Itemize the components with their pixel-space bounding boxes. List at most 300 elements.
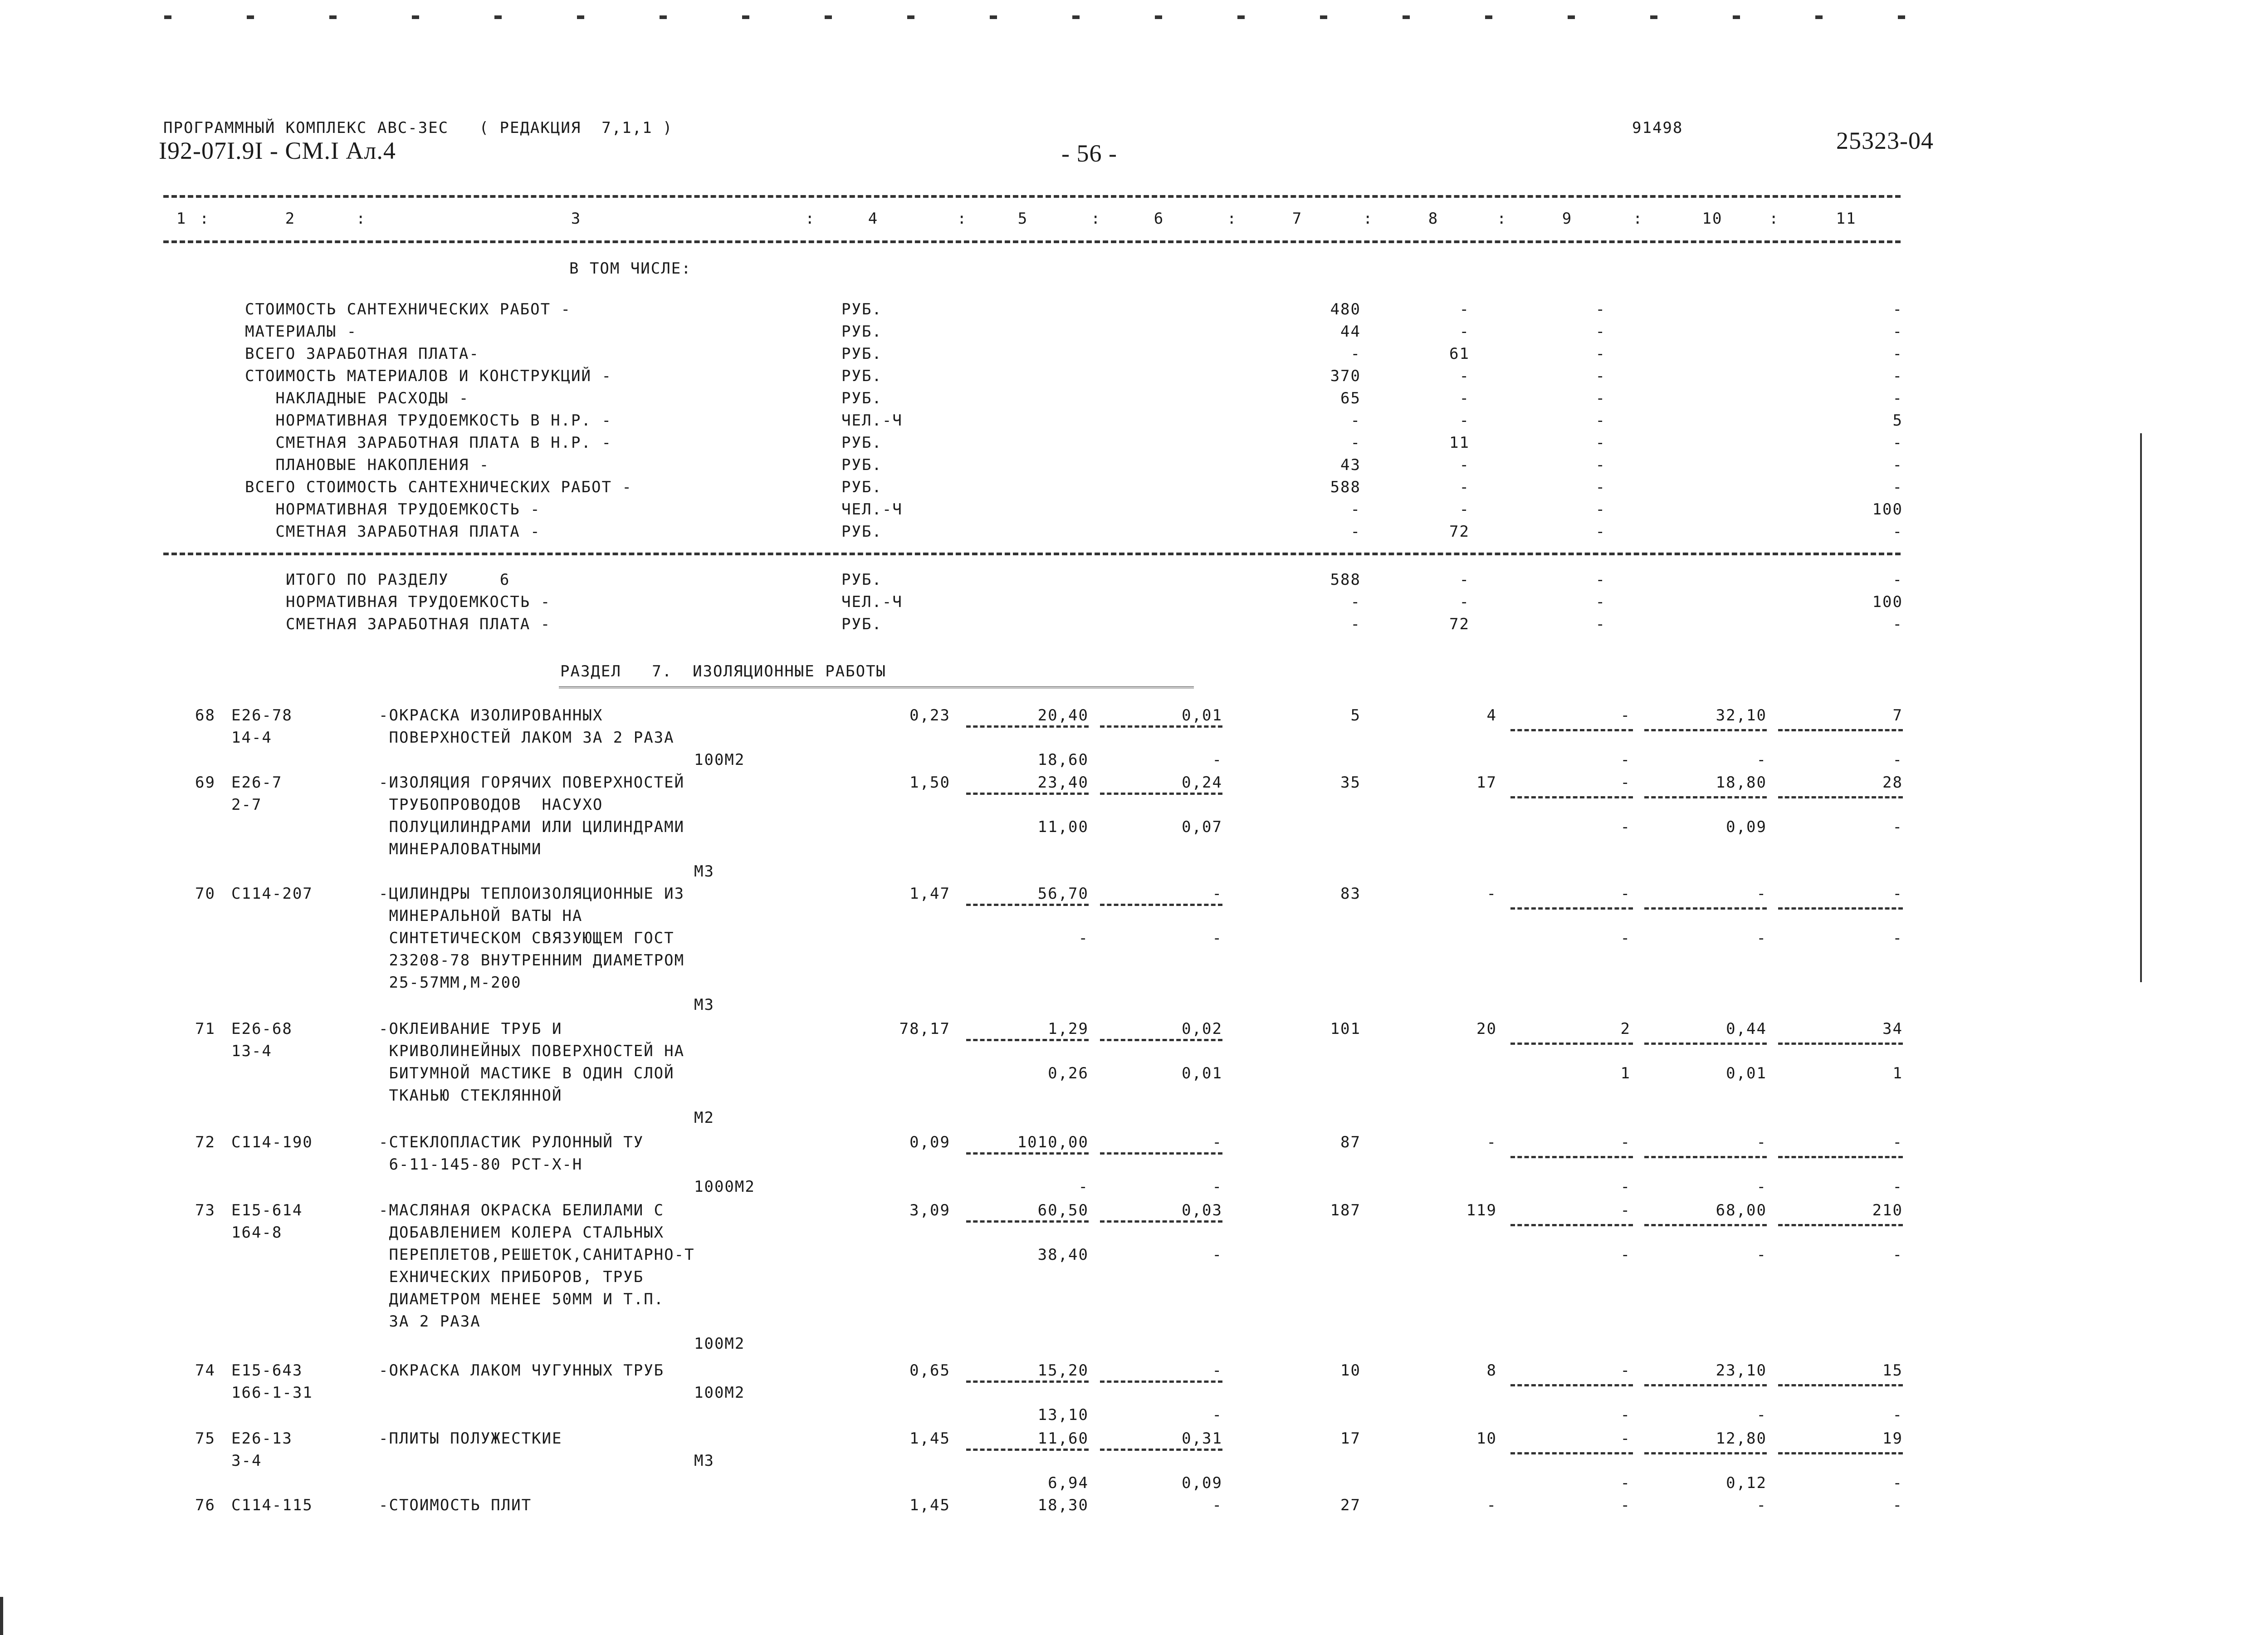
item-subrule <box>1778 1156 1903 1158</box>
item-code-sub: 3-4 <box>231 1452 262 1470</box>
item-unit-price-2: 18,60 <box>1037 751 1089 769</box>
item-code: Е26-78 <box>231 706 293 724</box>
item-description: МИНЕРАЛОВАТНЫМИ <box>379 840 542 858</box>
summary-col11: - <box>1892 300 1903 318</box>
margin-mark <box>1815 15 1823 19</box>
item-unit: 100М2 <box>694 1335 745 1353</box>
item-description: -ОКЛЕИВАНИЕ ТРУБ И <box>379 1020 562 1038</box>
item-subrule <box>1778 907 1903 910</box>
item-col11-2: - <box>1892 751 1903 769</box>
summary-col7: - <box>1350 500 1361 519</box>
header-rule-bottom <box>163 240 1901 243</box>
item-col6-2: - <box>1212 751 1222 769</box>
item-code-sub: 2-7 <box>231 796 262 814</box>
total-unit: РУБ. <box>841 571 882 589</box>
item-col6-2: - <box>1212 1246 1222 1264</box>
margin-mark <box>577 15 584 19</box>
summary-col11: - <box>1892 478 1903 496</box>
item-subrule <box>966 1220 1089 1223</box>
summary-col9: - <box>1595 367 1606 385</box>
summary-col8: 72 <box>1449 523 1470 541</box>
item-col9: - <box>1620 1201 1631 1219</box>
item-col6-2: - <box>1212 1406 1222 1424</box>
summary-label: СТОИМОСТЬ МАТЕРИАЛОВ И КОНСТРУКЦИЙ - <box>245 367 612 385</box>
column-separator: : <box>805 210 816 228</box>
column-header-6: 6 <box>1154 210 1164 228</box>
item-col10: 32,10 <box>1716 706 1767 724</box>
summary-label: НОРМАТИВНАЯ ТРУДОЕМКОСТЬ - <box>245 500 541 519</box>
summary-unit: РУБ. <box>841 478 882 496</box>
item-col6: - <box>1212 1496 1222 1514</box>
item-quantity: 3,09 <box>909 1201 950 1219</box>
summary-col7: 370 <box>1330 367 1361 385</box>
item-col8: - <box>1486 885 1497 903</box>
item-col10-2: 0,09 <box>1726 818 1767 836</box>
item-description: 25-57ММ,М-200 <box>379 974 522 992</box>
item-col9-2: - <box>1620 1406 1631 1424</box>
item-col11: - <box>1892 885 1903 903</box>
item-col10-2: - <box>1756 1246 1767 1264</box>
item-col9: - <box>1620 706 1631 724</box>
total-col8: - <box>1459 571 1470 589</box>
item-unit-price: 11,60 <box>1037 1429 1089 1448</box>
item-col8: 8 <box>1486 1361 1497 1380</box>
summary-label: СТОИМОСТЬ САНТЕХНИЧЕСКИХ РАБОТ - <box>245 300 572 318</box>
item-subrule <box>1644 1452 1767 1454</box>
item-col6: - <box>1212 1133 1222 1151</box>
summary-col8: - <box>1459 478 1470 496</box>
total-col8: - <box>1459 593 1470 611</box>
item-col8: - <box>1486 1133 1497 1151</box>
margin-mark <box>1898 15 1905 19</box>
summary-col7: - <box>1350 434 1361 452</box>
item-description: ДИАМЕТРОМ МЕНЕЕ 50ММ И Т.П. <box>379 1290 665 1308</box>
item-description: 23208-78 ВНУТРЕННИМ ДИАМЕТРОМ <box>379 951 685 969</box>
summary-col8: - <box>1459 367 1470 385</box>
total-unit: РУБ. <box>841 615 882 633</box>
item-unit-price-2: 13,10 <box>1037 1406 1089 1424</box>
summary-col9: - <box>1595 478 1606 496</box>
item-subrule <box>1100 904 1222 906</box>
item-col10: 18,80 <box>1716 773 1767 792</box>
item-number: 75 <box>195 1429 215 1448</box>
item-description: ЕХНИЧЕСКИХ ПРИБОРОВ, ТРУБ <box>379 1268 644 1286</box>
item-unit-price-2: 6,94 <box>1048 1474 1089 1492</box>
item-quantity: 1,50 <box>909 773 950 792</box>
summary-col11: - <box>1892 456 1903 474</box>
column-header-3: 3 <box>571 210 582 228</box>
item-code: С114-115 <box>231 1496 313 1514</box>
item-subrule <box>1644 907 1767 910</box>
item-description: -ЦИЛИНДРЫ ТЕПЛОИЗОЛЯЦИОННЫЕ ИЗ <box>379 885 685 903</box>
item-col9-2: - <box>1620 1178 1631 1196</box>
including-label: В ТОМ ЧИСЛЕ: <box>569 259 692 278</box>
summary-unit: РУБ. <box>841 434 882 452</box>
summary-col7: 65 <box>1340 389 1361 407</box>
margin-mark <box>329 15 337 19</box>
item-description: ТКАНЬЮ СТЕКЛЯННОЙ <box>379 1087 562 1105</box>
column-separator: : <box>1091 210 1101 228</box>
margin-mark <box>1568 15 1575 19</box>
total-col11: - <box>1892 571 1903 589</box>
item-total-cost: 10 <box>1340 1361 1361 1380</box>
item-quantity: 0,09 <box>909 1133 950 1151</box>
item-code: Е15-643 <box>231 1361 303 1380</box>
summary-col11: - <box>1892 367 1903 385</box>
scan-edge-mark <box>0 1597 3 1635</box>
item-subrule <box>966 1039 1089 1041</box>
total-col9: - <box>1595 615 1606 633</box>
item-unit-price: 18,30 <box>1037 1496 1089 1514</box>
item-subrule <box>1510 1384 1633 1386</box>
item-unit: 100М2 <box>694 751 745 769</box>
summary-label: НОРМАТИВНАЯ ТРУДОЕМКОСТЬ В Н.Р. - <box>245 411 612 430</box>
header-rule-top <box>163 195 1901 198</box>
item-col11: 210 <box>1872 1201 1903 1219</box>
item-subrule <box>1510 1156 1633 1158</box>
summary-col11: - <box>1892 389 1903 407</box>
summary-label: МАТЕРИАЛЫ - <box>245 323 357 341</box>
item-code: С114-207 <box>231 885 313 903</box>
summary-label: ВСЕГО СТОИМОСТЬ САНТЕХНИЧЕСКИХ РАБОТ - <box>245 478 632 496</box>
summary-col8: - <box>1459 323 1470 341</box>
summary-rule <box>163 553 1901 555</box>
item-subrule <box>966 793 1089 795</box>
item-unit-price: 56,70 <box>1037 885 1089 903</box>
item-total-cost: 27 <box>1340 1496 1361 1514</box>
item-code: С114-190 <box>231 1133 313 1151</box>
item-subrule <box>1510 1224 1633 1226</box>
item-unit: М2 <box>694 1109 714 1127</box>
item-col10: - <box>1756 1133 1767 1151</box>
item-description: -ОКРАСКА ЛАКОМ ЧУГУННЫХ ТРУБ <box>379 1361 665 1380</box>
column-separator: : <box>1769 210 1779 228</box>
item-col6-2: - <box>1212 929 1222 947</box>
summary-label: НАКЛАДНЫЕ РАСХОДЫ - <box>245 389 469 407</box>
summary-unit: РУБ. <box>841 523 882 541</box>
summary-label: СМЕТНАЯ ЗАРАБОТНАЯ ПЛАТА В Н.Р. - <box>245 434 612 452</box>
item-col10-2: - <box>1756 929 1767 947</box>
item-col6-2: 0,09 <box>1182 1474 1222 1492</box>
item-subrule <box>1644 1156 1767 1158</box>
item-col10-2: - <box>1756 1178 1767 1196</box>
item-subrule <box>1778 729 1903 731</box>
item-col11-2: - <box>1892 929 1903 947</box>
item-unit-price-2: - <box>1078 929 1089 947</box>
item-total-cost: 83 <box>1340 885 1361 903</box>
margin-mark <box>164 15 171 19</box>
item-subrule <box>1100 1220 1222 1223</box>
item-col9: 2 <box>1620 1020 1631 1038</box>
summary-unit: РУБ. <box>841 456 882 474</box>
item-col6: - <box>1212 885 1222 903</box>
item-code: Е26-7 <box>231 773 283 792</box>
item-subrule <box>1644 1043 1767 1045</box>
item-subrule <box>1644 796 1767 798</box>
item-subrule <box>1100 1039 1222 1041</box>
item-number: 69 <box>195 773 215 792</box>
item-col11-2: - <box>1892 1474 1903 1492</box>
margin-mark <box>412 15 419 19</box>
item-number: 73 <box>195 1201 215 1219</box>
summary-col8: - <box>1459 389 1470 407</box>
item-col8: 17 <box>1476 773 1497 792</box>
column-header-2: 2 <box>285 210 296 228</box>
item-description: СИНТЕТИЧЕСКОМ СВЯЗУЮЩЕМ ГОСТ <box>379 929 675 947</box>
total-label: ИТОГО ПО РАЗДЕЛУ 6 <box>286 571 510 589</box>
item-total-cost: 5 <box>1350 706 1361 724</box>
summary-col7: 43 <box>1340 456 1361 474</box>
program-code: 91498 <box>1632 119 1683 137</box>
item-unit: М3 <box>694 1452 714 1470</box>
margin-mark <box>1733 15 1740 19</box>
summary-col9: - <box>1595 523 1606 541</box>
item-subrule <box>966 1380 1089 1383</box>
item-description: -СТЕКЛОПЛАСТИК РУЛОННЫЙ ТУ <box>379 1133 644 1151</box>
item-number: 74 <box>195 1361 215 1380</box>
item-quantity: 78,17 <box>899 1020 950 1038</box>
item-subrule <box>1778 796 1903 798</box>
item-total-cost: 35 <box>1340 773 1361 792</box>
total-col11: - <box>1892 615 1903 633</box>
column-header-9: 9 <box>1562 210 1573 228</box>
column-separator: : <box>200 210 210 228</box>
column-separator: : <box>1497 210 1507 228</box>
item-unit-price: 60,50 <box>1037 1201 1089 1219</box>
item-unit-price-2: - <box>1078 1178 1089 1196</box>
summary-col11: - <box>1892 523 1903 541</box>
item-col10-2: - <box>1756 751 1767 769</box>
item-subrule <box>966 725 1089 728</box>
item-col11: 28 <box>1882 773 1903 792</box>
item-unit: 1000М2 <box>694 1178 755 1196</box>
margin-mark <box>990 15 997 19</box>
margin-mark <box>247 15 254 19</box>
item-description: КРИВОЛИНЕЙНЫХ ПОВЕРХНОСТЕЙ НА <box>379 1042 685 1060</box>
margin-mark <box>1237 15 1245 19</box>
item-col11: - <box>1892 1496 1903 1514</box>
item-code: Е26-68 <box>231 1020 293 1038</box>
margin-mark <box>660 15 667 19</box>
section-underline <box>559 686 1194 688</box>
item-col6: 0,24 <box>1182 773 1222 792</box>
item-col8: - <box>1486 1496 1497 1514</box>
item-subrule <box>1510 907 1633 910</box>
item-unit: 100М2 <box>694 1384 745 1402</box>
margin-mark <box>1155 15 1162 19</box>
item-subrule <box>1510 1043 1633 1045</box>
total-col7: - <box>1350 593 1361 611</box>
item-col10-2: 0,01 <box>1726 1064 1767 1082</box>
item-subrule <box>1644 1384 1767 1386</box>
item-code-sub: 166-1-31 <box>231 1384 313 1402</box>
item-col10: 23,10 <box>1716 1361 1767 1380</box>
summary-col11: - <box>1892 434 1903 452</box>
total-label: СМЕТНАЯ ЗАРАБОТНАЯ ПЛАТА - <box>286 615 551 633</box>
item-col6: 0,31 <box>1182 1429 1222 1448</box>
item-col9-2: - <box>1620 929 1631 947</box>
item-col9: - <box>1620 1429 1631 1448</box>
page-number: - 56 - <box>1061 140 1117 167</box>
item-col10-2: 0,12 <box>1726 1474 1767 1492</box>
item-description: ТРУБОПРОВОДОВ НАСУХО <box>379 796 603 814</box>
column-header-8: 8 <box>1428 210 1439 228</box>
item-subrule <box>1510 729 1633 731</box>
summary-col8: - <box>1459 300 1470 318</box>
item-number: 71 <box>195 1020 215 1038</box>
item-description: 6-11-145-80 РСТ-Х-Н <box>379 1155 583 1174</box>
total-col9: - <box>1595 593 1606 611</box>
summary-col9: - <box>1595 434 1606 452</box>
summary-col11: - <box>1892 323 1903 341</box>
item-col11-2: - <box>1892 1406 1903 1424</box>
item-subrule <box>1778 1043 1903 1045</box>
margin-mark <box>1320 15 1327 19</box>
item-col11-2: 1 <box>1892 1064 1903 1082</box>
scan-edge-line <box>2140 433 2142 982</box>
item-quantity: 1,45 <box>909 1429 950 1448</box>
summary-col11: 100 <box>1872 500 1903 519</box>
margin-mark <box>1650 15 1657 19</box>
summary-col8: - <box>1459 411 1470 430</box>
item-unit-price: 1,29 <box>1048 1020 1089 1038</box>
item-col9: - <box>1620 1361 1631 1380</box>
item-col9-2: 1 <box>1620 1064 1631 1082</box>
summary-col7: - <box>1350 523 1361 541</box>
item-code-sub: 14-4 <box>231 729 272 747</box>
item-code-sub: 13-4 <box>231 1042 272 1060</box>
total-col9: - <box>1595 571 1606 589</box>
total-col8: 72 <box>1449 615 1470 633</box>
item-subrule <box>1510 796 1633 798</box>
item-col8: 20 <box>1476 1020 1497 1038</box>
item-code: Е15-614 <box>231 1201 303 1219</box>
item-unit-price-2: 38,40 <box>1037 1246 1089 1264</box>
item-col9-2: - <box>1620 818 1631 836</box>
item-total-cost: 17 <box>1340 1429 1361 1448</box>
summary-col9: - <box>1595 345 1606 363</box>
summary-col9: - <box>1595 500 1606 519</box>
column-header-5: 5 <box>1017 210 1028 228</box>
item-total-cost: 187 <box>1330 1201 1361 1219</box>
document-number: I92-07I.9I - СМ.I Ал.4 <box>159 137 396 164</box>
summary-col8: - <box>1459 500 1470 519</box>
item-quantity: 1,47 <box>909 885 950 903</box>
item-subrule <box>1100 1380 1222 1383</box>
item-unit-price: 15,20 <box>1037 1361 1089 1380</box>
item-col11-2: - <box>1892 1178 1903 1196</box>
column-header-4: 4 <box>868 210 879 228</box>
item-description: -МАСЛЯНАЯ ОКРАСКА БЕЛИЛАМИ С <box>379 1201 665 1219</box>
item-description: ЗА 2 РАЗА <box>379 1312 481 1331</box>
item-description: ДОБАВЛЕНИЕМ КОЛЕРА СТАЛЬНЫХ <box>379 1224 665 1242</box>
column-separator: : <box>957 210 968 228</box>
item-description: ПОЛУЦИЛИНДРАМИ ИЛИ ЦИЛИНДРАМИ <box>379 818 685 836</box>
item-unit: М3 <box>694 996 714 1014</box>
summary-col11: - <box>1892 345 1903 363</box>
margin-mark <box>1403 15 1410 19</box>
item-total-cost: 87 <box>1340 1133 1361 1151</box>
item-col10: - <box>1756 1496 1767 1514</box>
margin-mark <box>1072 15 1080 19</box>
item-unit-price: 23,40 <box>1037 773 1089 792</box>
item-unit-price-2: 0,26 <box>1048 1064 1089 1082</box>
item-col9: - <box>1620 1496 1631 1514</box>
item-subrule <box>966 1449 1089 1451</box>
item-col8: 10 <box>1476 1429 1497 1448</box>
column-header-7: 7 <box>1292 210 1303 228</box>
item-col11-2: - <box>1892 818 1903 836</box>
program-title: ПРОГРАММНЫЙ КОМПЛЕКС АВС-3ЕС ( РЕДАКЦИЯ 7,1,1 ) <box>163 119 673 137</box>
item-col6: - <box>1212 1361 1222 1380</box>
item-code-sub: 164-8 <box>231 1224 283 1242</box>
item-col8: 4 <box>1486 706 1497 724</box>
item-total-cost: 101 <box>1330 1020 1361 1038</box>
item-col9: - <box>1620 885 1631 903</box>
item-col11: 34 <box>1882 1020 1903 1038</box>
item-number: 68 <box>195 706 215 724</box>
item-col6-2: - <box>1212 1178 1222 1196</box>
item-description: БИТУМНОЙ МАСТИКЕ В ОДИН СЛОЙ <box>379 1064 675 1082</box>
item-description: -ИЗОЛЯЦИЯ ГОРЯЧИХ ПОВЕРХНОСТЕЙ <box>379 773 685 792</box>
item-col6-2: 0,07 <box>1182 818 1222 836</box>
item-subrule <box>966 904 1089 906</box>
item-description: -ОКРАСКА ИЗОЛИРОВАННЫХ <box>379 706 603 724</box>
margin-mark <box>825 15 832 19</box>
summary-col7: 480 <box>1330 300 1361 318</box>
total-col11: 100 <box>1872 593 1903 611</box>
summary-col9: - <box>1595 323 1606 341</box>
summary-unit: ЧЕЛ.-Ч <box>841 500 903 519</box>
item-subrule <box>1100 1449 1222 1451</box>
margin-mark <box>742 15 749 19</box>
item-col9-2: - <box>1620 1474 1631 1492</box>
item-col11: 15 <box>1882 1361 1903 1380</box>
column-header-1: 1 <box>176 210 187 228</box>
item-description: ПЕРЕПЛЕТОВ,РЕШЕТОК,САНИТАРНО-Т <box>379 1246 695 1264</box>
summary-unit: РУБ. <box>841 345 882 363</box>
item-subrule <box>1778 1452 1903 1454</box>
item-col9: - <box>1620 1133 1631 1151</box>
summary-col9: - <box>1595 456 1606 474</box>
item-quantity: 0,65 <box>909 1361 950 1380</box>
total-unit: ЧЕЛ.-Ч <box>841 593 903 611</box>
item-number: 70 <box>195 885 215 903</box>
column-separator: : <box>1227 210 1237 228</box>
item-col8: 119 <box>1466 1201 1497 1219</box>
summary-col9: - <box>1595 389 1606 407</box>
summary-unit: РУБ. <box>841 300 882 318</box>
item-subrule <box>1100 725 1222 728</box>
summary-label: ПЛАНОВЫЕ НАКОПЛЕНИЯ - <box>245 456 490 474</box>
item-col11-2: - <box>1892 1246 1903 1264</box>
summary-col9: - <box>1595 300 1606 318</box>
item-col10-2: - <box>1756 1406 1767 1424</box>
margin-mark <box>494 15 502 19</box>
item-unit-price: 1010,00 <box>1017 1133 1089 1151</box>
item-subrule <box>1510 1452 1633 1454</box>
item-unit: М3 <box>694 862 714 881</box>
item-description: ПОВЕРХНОСТЕЙ ЛАКОМ ЗА 2 РАЗА <box>379 729 675 747</box>
item-col6: 0,01 <box>1182 706 1222 724</box>
item-subrule <box>1100 793 1222 795</box>
item-number: 76 <box>195 1496 215 1514</box>
item-col11: 7 <box>1892 706 1903 724</box>
item-col11: 19 <box>1882 1429 1903 1448</box>
summary-unit: РУБ. <box>841 367 882 385</box>
summary-unit: ЧЕЛ.-Ч <box>841 411 903 430</box>
item-col6: 0,03 <box>1182 1201 1222 1219</box>
